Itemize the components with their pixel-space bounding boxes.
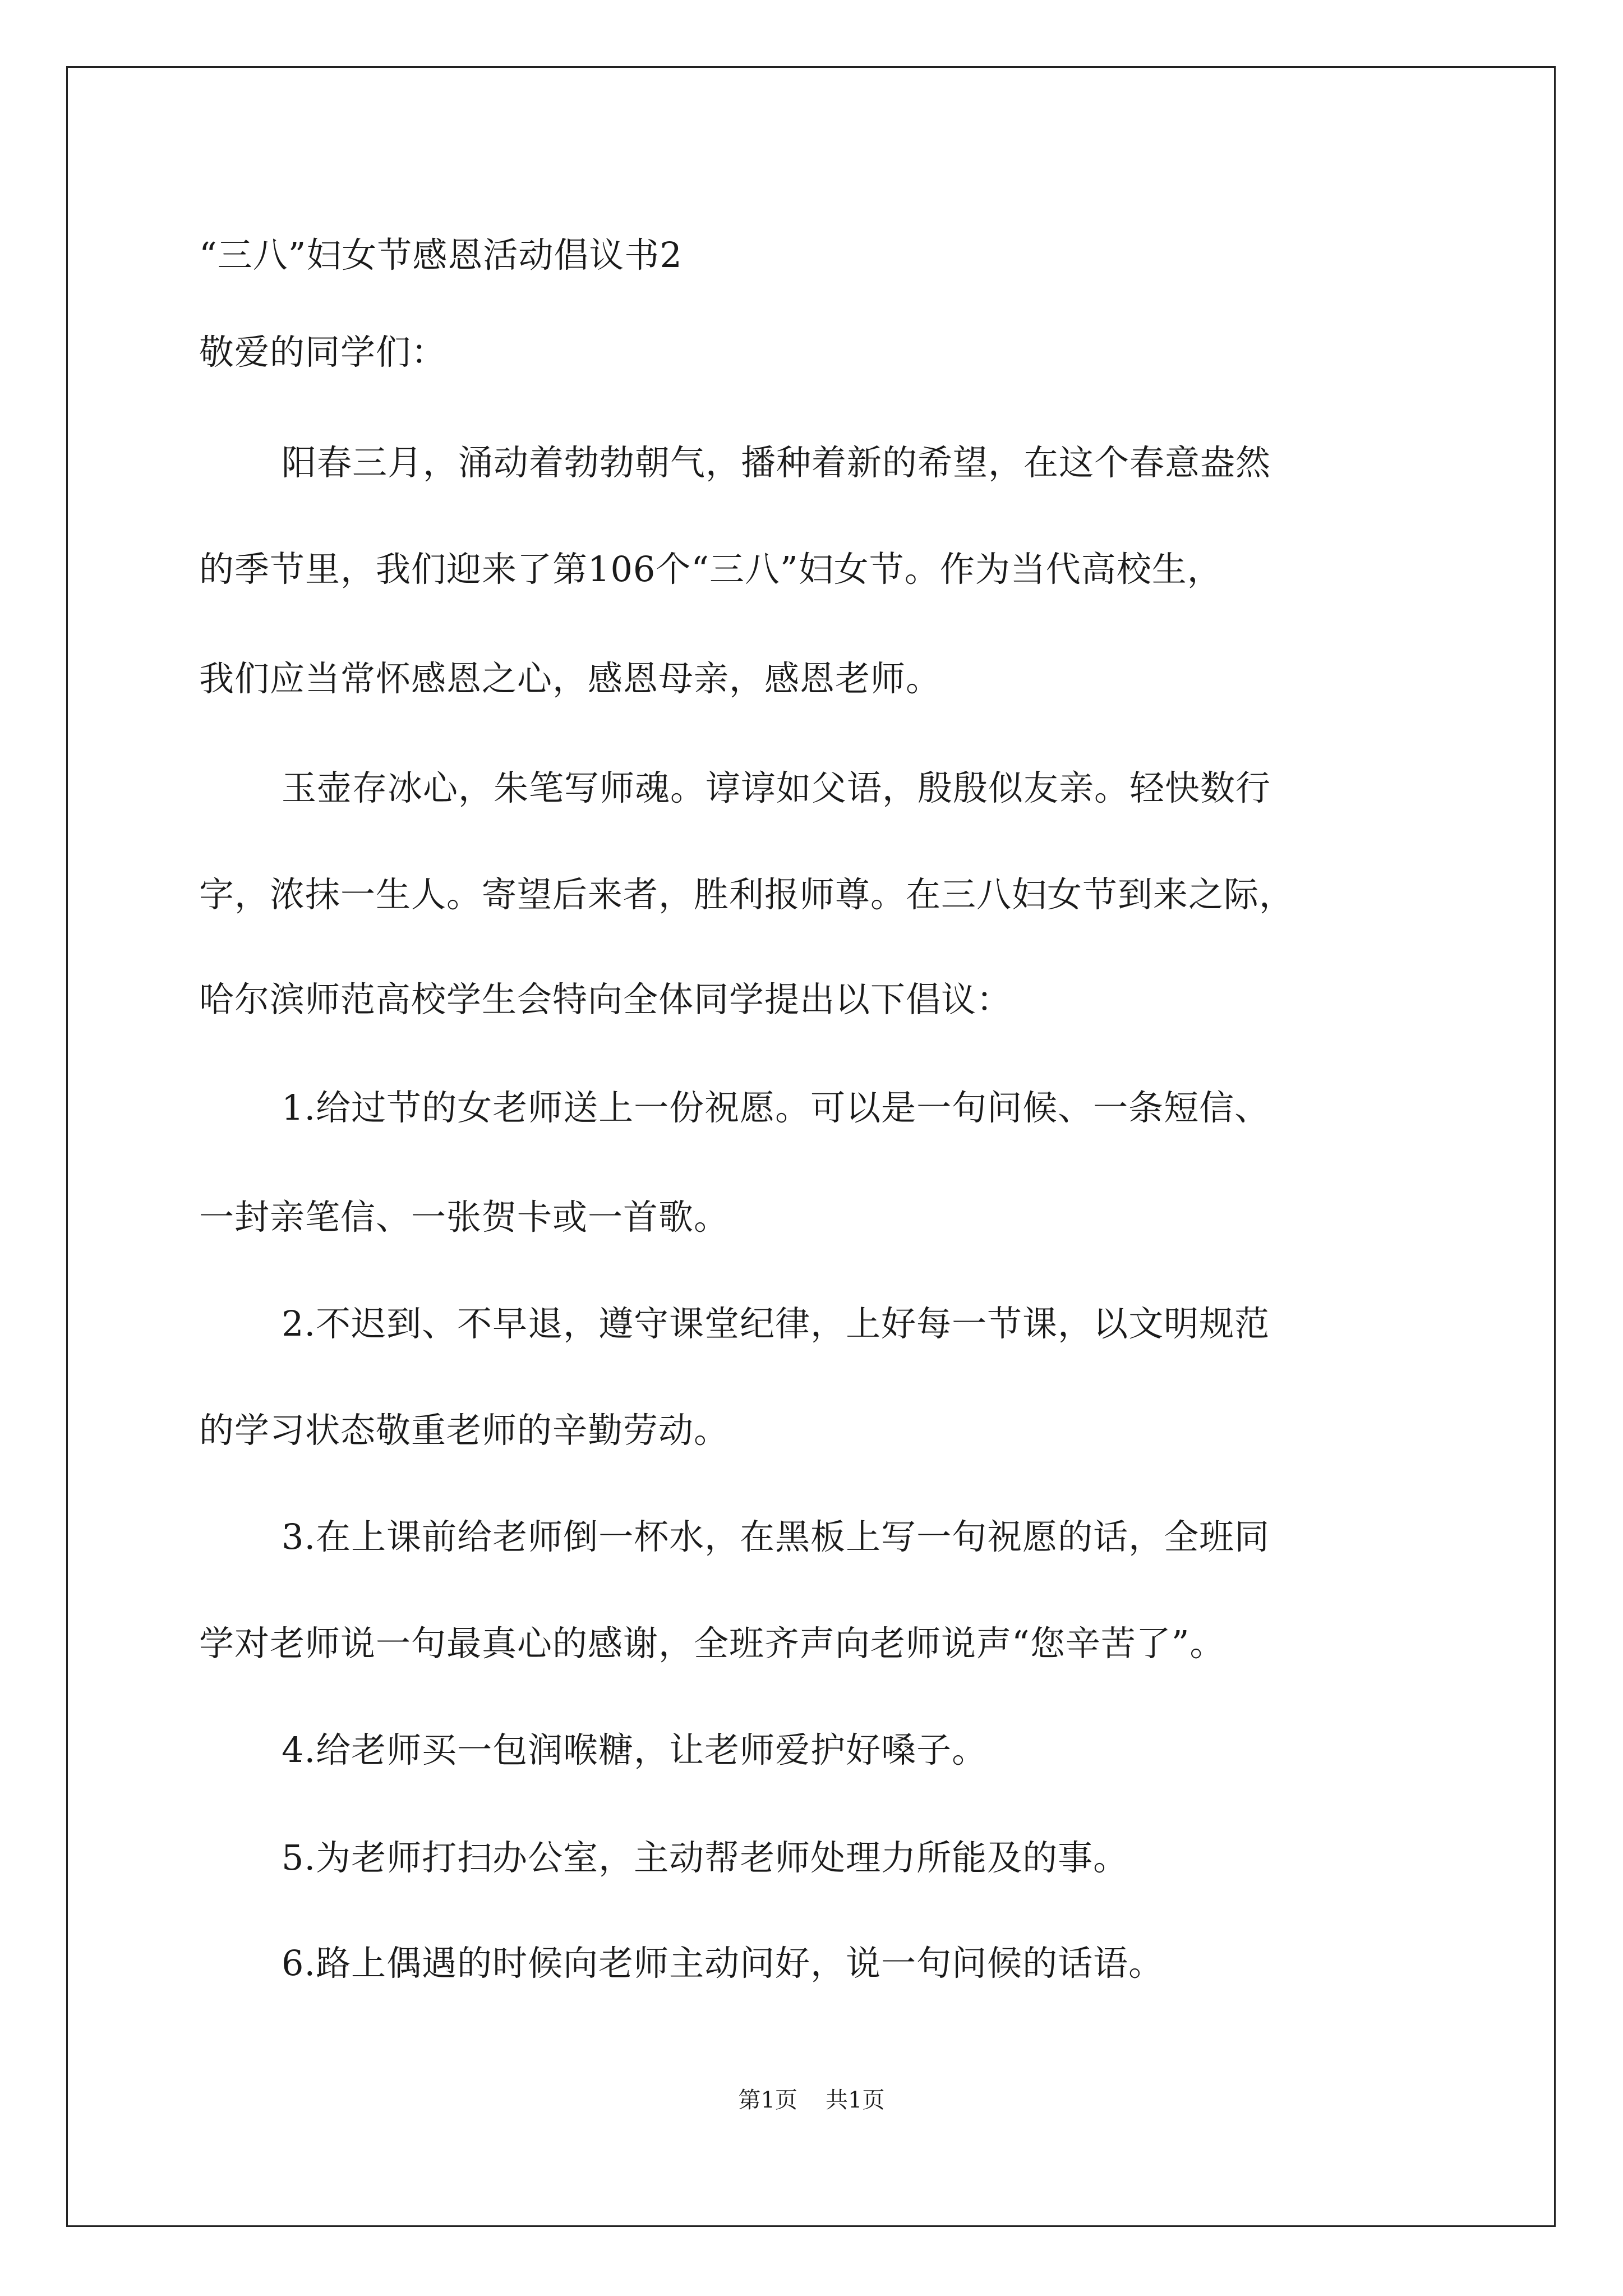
- list-item-line: 一封亲笔信、一张贺卡或一首歌。: [199, 1197, 730, 1237]
- paragraph-line: 字，浓抹一生人。寄望后来者，胜利报师尊。在三八妇女节到来之际，: [199, 874, 1295, 915]
- list-item-line: 4.给老师买一包润喉糖，让老师爱护好嗓子。: [282, 1729, 988, 1770]
- paragraph-line: 我们应当常怀感恩之心，感恩母亲，感恩老师。: [199, 658, 942, 699]
- paragraph-line: 阳春三月，涌动着勃勃朝气，播种着新的希望，在这个春意盎然: [282, 442, 1271, 483]
- salutation: 敬爱的同学们：: [199, 332, 447, 372]
- list-item-line: 的学习状态敬重老师的辛勤劳动。: [199, 1410, 730, 1451]
- page-border: [66, 66, 1556, 2227]
- list-item-line: 2.不迟到、不早退，遵守课堂纪律，上好每一节课，以文明规范: [282, 1303, 1270, 1344]
- paragraph-line: 玉壶存冰心，朱笔写师魂。谆谆如父语，殷殷似友亲。轻快数行: [282, 767, 1271, 808]
- list-item-line: 6.路上偶遇的时候向老师主动问好，说一句问候的话语。: [282, 1943, 1164, 1984]
- page-number: 第1页: [738, 2087, 797, 2113]
- paragraph-line: 哈尔滨师范高校学生会特向全体同学提出以下倡议：: [199, 979, 1012, 1020]
- page-count: 共1页: [826, 2087, 885, 2113]
- paragraph-line: 的季节里，我们迎来了第106个“三八”妇女节。作为当代高校生，: [199, 549, 1223, 590]
- list-item-line: 5.为老师打扫办公室，主动帮老师处理力所能及的事。: [282, 1837, 1129, 1878]
- list-item-line: 3.在上课前给老师倒一杯水，在黑板上写一句祝愿的话，全班同: [282, 1516, 1270, 1557]
- document-title: “三八”妇女节感恩活动倡议书2: [199, 234, 683, 275]
- list-item-line: 学对老师说一句最真心的感谢，全班齐声向老师说声“您辛苦了”。: [199, 1623, 1225, 1664]
- list-item-line: 1.给过节的女老师送上一份祝愿。可以是一句问候、一条短信、: [282, 1087, 1270, 1128]
- page-footer: [0, 2085, 1623, 2116]
